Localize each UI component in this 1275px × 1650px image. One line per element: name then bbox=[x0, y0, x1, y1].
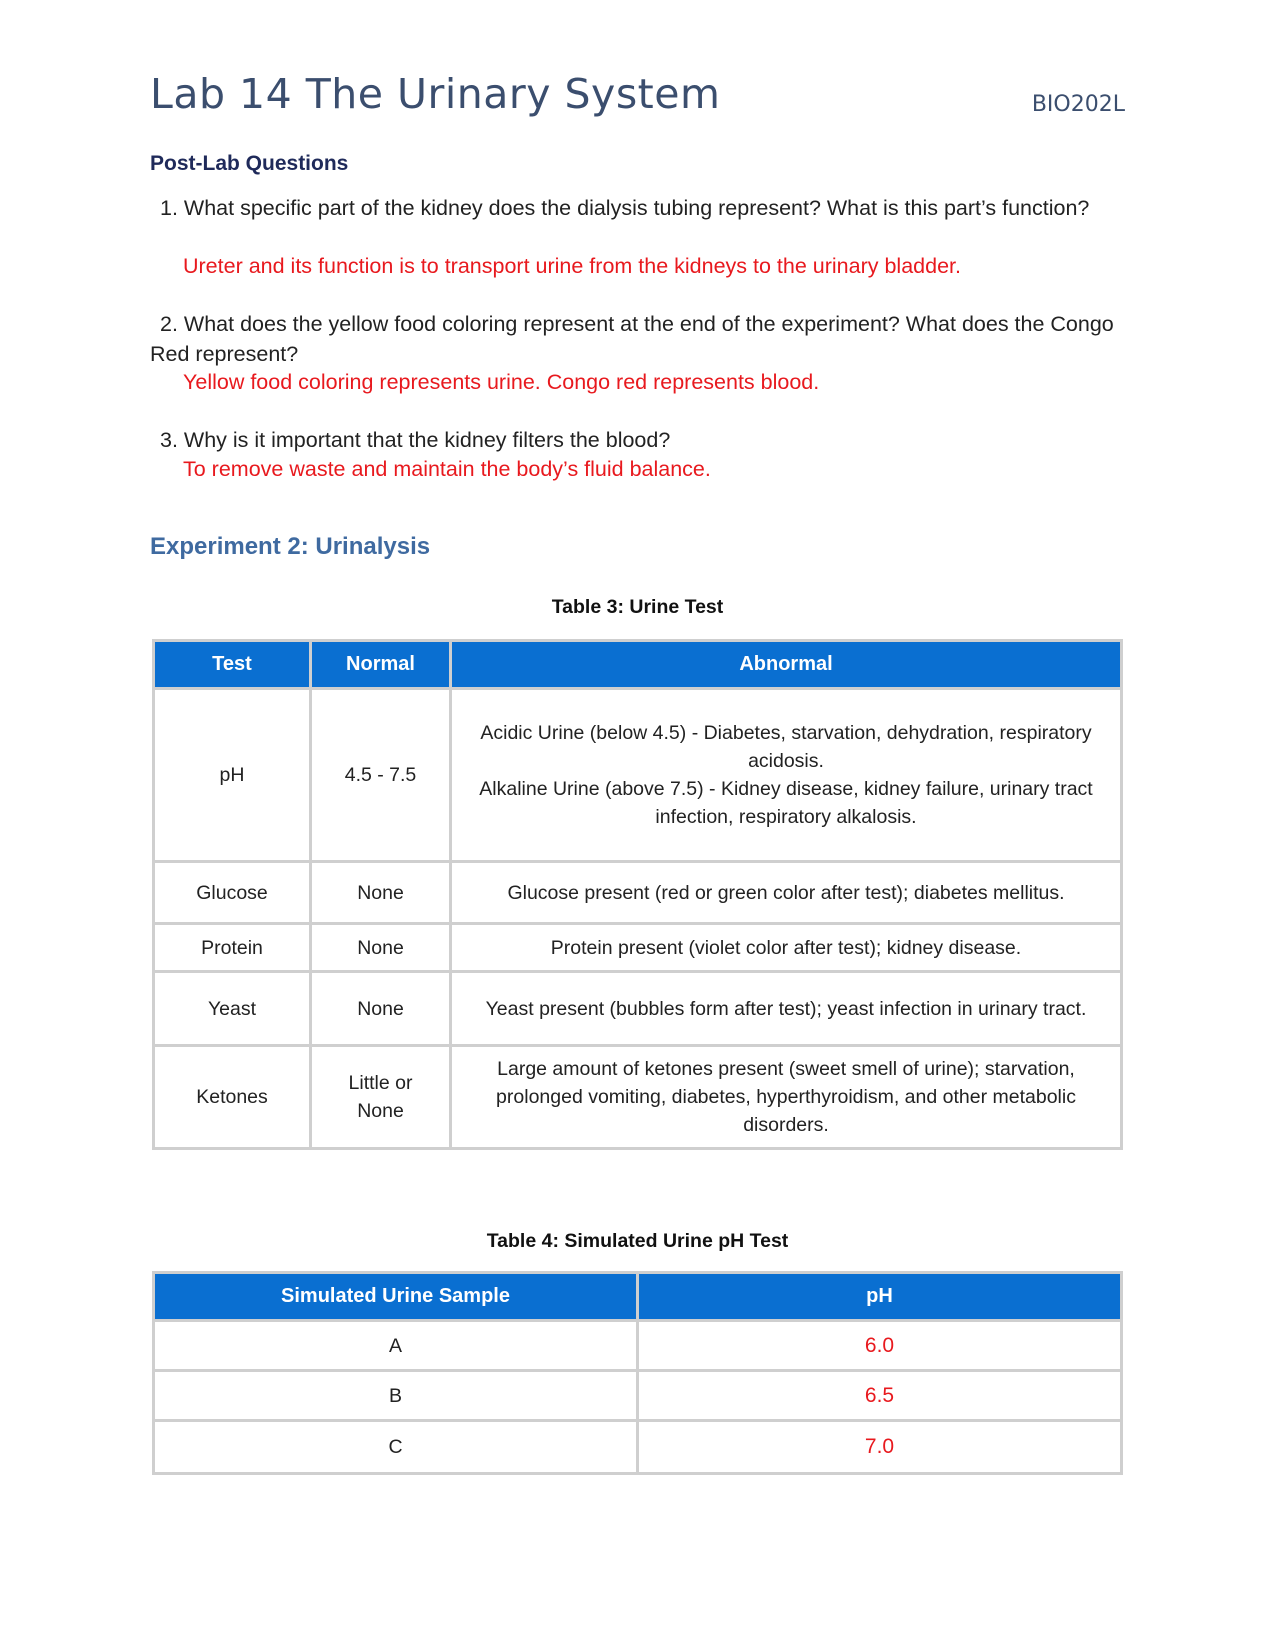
ph-cell: 6.0 bbox=[639, 1322, 1120, 1372]
question-text: Why is it important that the kidney filters the blood? bbox=[183, 428, 671, 452]
table-row bbox=[155, 1047, 1120, 1147]
question-text: What does the yellow food coloring represent at the end of the experiment? What does the Congo Red represent? bbox=[150, 312, 1114, 366]
test-cell: Protein bbox=[155, 925, 312, 973]
column-header: Normal bbox=[312, 642, 452, 690]
question-3 bbox=[150, 425, 1125, 455]
column-header: Abnormal bbox=[452, 642, 1120, 690]
question-2 bbox=[150, 309, 1125, 369]
question-number: 2. bbox=[160, 312, 178, 336]
question-text: What specific part of the kidney does the dialysis tubing represent? What is this part’s function? bbox=[183, 196, 1090, 220]
column-header: Simulated Urine Sample bbox=[155, 1274, 639, 1322]
abnormal-cell: Yeast present (bubbles form after test); yeast infection in urinary tract. bbox=[452, 973, 1120, 1047]
test-cell: pH bbox=[155, 690, 312, 863]
urine-test-table bbox=[152, 639, 1123, 1150]
column-header: Test bbox=[155, 642, 312, 690]
table-row bbox=[155, 690, 1120, 863]
normal-cell: None bbox=[312, 973, 452, 1047]
table-row bbox=[155, 1322, 1120, 1372]
answer-1: Ureter and its function is to transport urine from the kidneys to the urinary bladder. bbox=[183, 254, 961, 278]
test-cell: Yeast bbox=[155, 973, 312, 1047]
table-row bbox=[155, 973, 1120, 1047]
abnormal-cell: Protein present (violet color after test); kidney disease. bbox=[452, 925, 1120, 973]
table4-caption: Table 4: Simulated Urine pH Test bbox=[486, 1230, 789, 1252]
table-row bbox=[155, 925, 1120, 973]
question-number: 1. bbox=[160, 196, 178, 220]
table-header-row bbox=[155, 642, 1120, 690]
sample-cell: B bbox=[155, 1372, 639, 1422]
question-1 bbox=[150, 193, 1125, 223]
ph-cell: 7.0 bbox=[639, 1422, 1120, 1472]
normal-cell: None bbox=[312, 863, 452, 925]
sample-cell: A bbox=[155, 1322, 639, 1372]
abnormal-cell bbox=[452, 690, 1120, 863]
question-number: 3. bbox=[160, 428, 178, 452]
abnormal-cell: Large amount of ketones present (sweet smell of urine); starvation, prolonged vomiting, diabetes, hyperthyroidism, and other metabolic disorders. bbox=[452, 1047, 1120, 1147]
page-title: Lab 14 The Urinary System bbox=[150, 70, 721, 118]
abnormal-cell: Glucose present (red or green color after test); diabetes mellitus. bbox=[452, 863, 1120, 925]
answer-2: Yellow food coloring represents urine. Congo red represents blood. bbox=[183, 370, 820, 394]
test-cell: Glucose bbox=[155, 863, 312, 925]
experiment-heading: Experiment 2: Urinalysis bbox=[150, 533, 431, 560]
answer-3: To remove waste and maintain the body’s fluid balance. bbox=[183, 457, 711, 481]
table-row bbox=[155, 1372, 1120, 1422]
simulated-ph-table bbox=[152, 1271, 1123, 1475]
column-header: pH bbox=[639, 1274, 1120, 1322]
table-row bbox=[155, 863, 1120, 925]
normal-cell: None bbox=[312, 925, 452, 973]
normal-cell: 4.5 - 7.5 bbox=[312, 690, 452, 863]
ph-cell: 6.5 bbox=[639, 1372, 1120, 1422]
table-header-row bbox=[155, 1274, 1120, 1322]
table-row bbox=[155, 1422, 1120, 1472]
sample-cell: C bbox=[155, 1422, 639, 1472]
abnormal-line: Alkaline Urine (above 7.5) - Kidney disease, kidney failure, urinary tract infection, respiratory alkalosis. bbox=[479, 778, 1093, 828]
abnormal-line: Acidic Urine (below 4.5) - Diabetes, starvation, dehydration, respiratory acidosis. bbox=[480, 722, 1092, 772]
postlab-heading: Post-Lab Questions bbox=[150, 152, 349, 175]
table3-caption: Table 3: Urine Test bbox=[551, 596, 724, 618]
test-cell: Ketones bbox=[155, 1047, 312, 1147]
course-code: BIO202L bbox=[1031, 92, 1125, 117]
normal-cell: Little or None bbox=[312, 1047, 452, 1147]
